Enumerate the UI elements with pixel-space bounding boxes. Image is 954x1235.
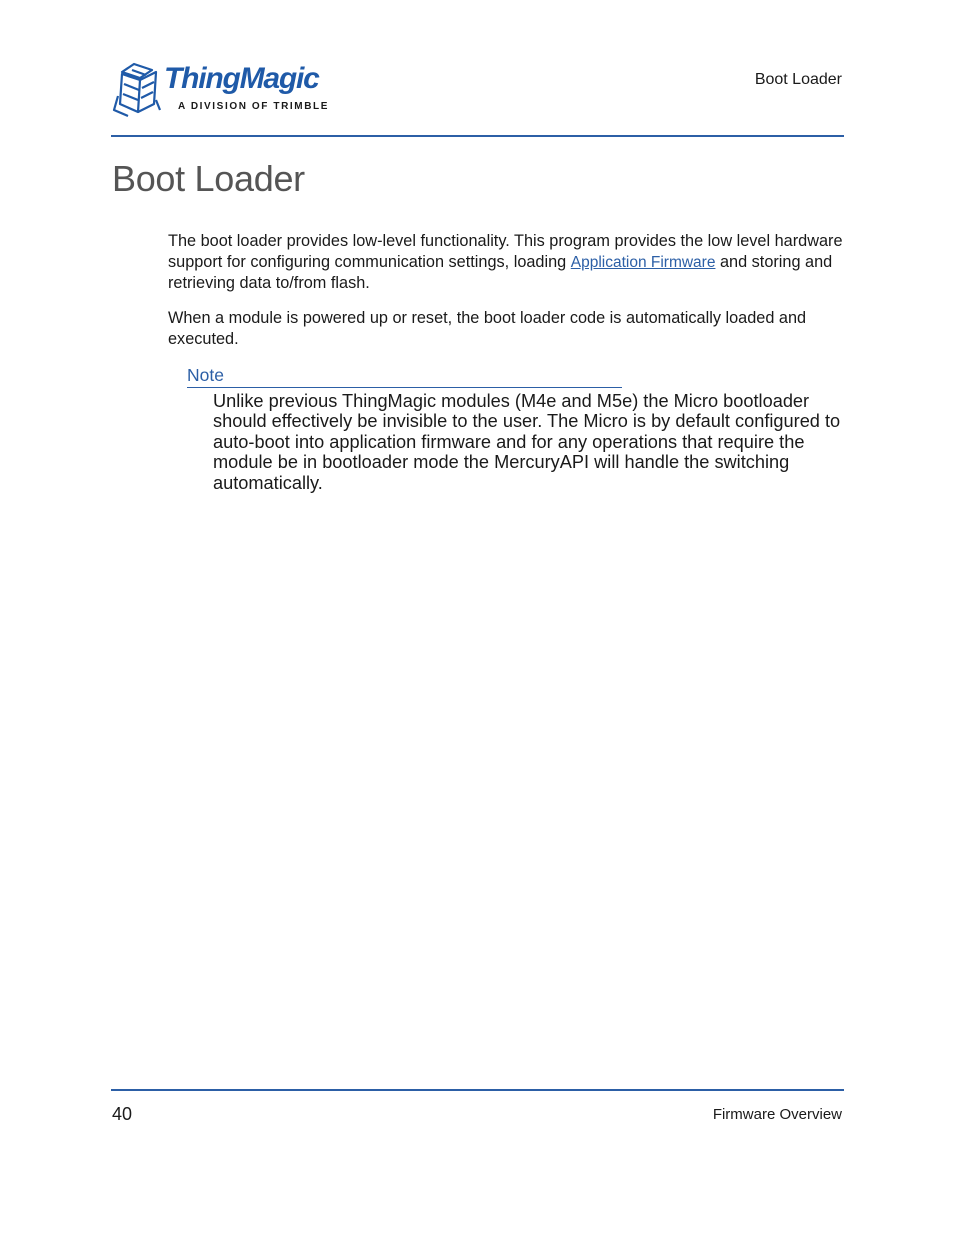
page-number: 40	[112, 1104, 133, 1124]
footer-section-title: Firmware Overview	[712, 1106, 842, 1123]
logo-wordmark: ThingMagic	[164, 62, 319, 95]
page-title: Boot Loader	[112, 158, 305, 199]
powerup-paragraph: When a module is powered up or reset, the boot loader code is automatically loaded and executed.	[168, 309, 807, 348]
logo-tagline: A DIVISION OF TRIMBLE	[178, 101, 330, 112]
running-head: Boot Loader	[754, 71, 842, 88]
thingmagic-logo	[112, 60, 332, 122]
header-divider	[111, 135, 844, 137]
footer-divider	[111, 1089, 844, 1091]
note-body: Unlike previous ThingMagic modules (M4e and M5e) the Micro bootloader should effectively be invisible to the user. The Micro is by default configured to auto-boot into application firmware and for any operations that require the module be in bootloader mode the MercuryAPI will handle the switching automatically.	[213, 391, 841, 493]
intro-paragraph	[168, 231, 848, 294]
note-label: Note	[187, 365, 224, 385]
intro-text-start: The boot loader provides low-level functionality. This program provides the low level hardware support for configuring communication settings, loading	[168, 232, 843, 271]
intro-text-end: and storing and retrieving data to/from flash.	[168, 252, 833, 292]
thingmagic-cube-icon	[112, 60, 164, 120]
application-firmware-link[interactable]: Application Firmware	[570, 253, 716, 271]
note-divider	[187, 387, 622, 388]
